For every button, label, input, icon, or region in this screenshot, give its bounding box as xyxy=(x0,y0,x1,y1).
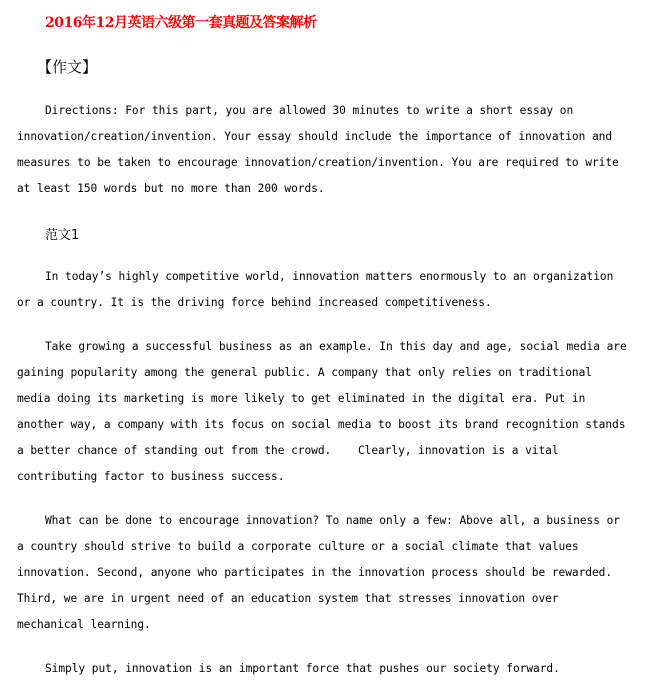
directions-line: innovation/creation/invention. Your essay should include the importance of innovation and xyxy=(17,130,613,143)
essay-line: Take growing a successful business as an example. In this day and age, social media are xyxy=(45,340,627,353)
section-label-essay: 【作文】 xyxy=(37,58,98,76)
essay-paragraph-4 xyxy=(17,656,663,682)
essay-line: another way, a company with its focus on social media to boost its brand recognition stands xyxy=(17,418,626,431)
directions-line: at least 150 words but no more than 200 words. xyxy=(17,182,325,195)
essay-line: mechanical learning. xyxy=(17,618,151,631)
essay-paragraph-1 xyxy=(17,264,663,316)
essay-paragraph-3 xyxy=(17,508,663,638)
essay-line: Simply put, innovation is an important force that pushes our society forward. xyxy=(45,662,560,675)
essay-line: media doing its marketing is more likely to get eliminated in the digital era. Put in xyxy=(17,392,586,405)
sample-essay-label: 范文1 xyxy=(45,228,80,243)
essay-line: Third, we are in urgent need of an education system that stresses innovation over xyxy=(17,592,559,605)
essay-line: or a country. It is the driving force behind increased competitiveness. xyxy=(17,296,492,309)
essay-line: innovation. Second, anyone who participates in the innovation process should be rewarded. xyxy=(17,566,613,579)
directions-line: Directions: For this part, you are allowed 30 minutes to write a short essay on xyxy=(45,104,574,117)
essay-line: contributing factor to business success. xyxy=(17,470,285,483)
essay-line: a better chance of standing out from the crowd. Clearly, innovation is a vital xyxy=(17,444,559,457)
directions-line: measures to be taken to encourage innovation/creation/invention. You are required to write xyxy=(17,156,619,169)
essay-line: gaining popularity among the general public. A company that only relies on traditional xyxy=(17,366,592,379)
directions-paragraph xyxy=(17,98,663,202)
essay-paragraph-2 xyxy=(17,334,663,490)
essay-line: What can be done to encourage innovation? To name only a few: Above all, a business or xyxy=(45,514,620,527)
essay-line: In today’s highly competitive world, innovation matters enormously to an organization xyxy=(45,270,614,283)
essay-line: a country should strive to build a corporate culture or a social climate that values xyxy=(17,540,579,553)
page-title: 2016年12月英语六级第一套真题及答案解析 xyxy=(45,15,317,31)
